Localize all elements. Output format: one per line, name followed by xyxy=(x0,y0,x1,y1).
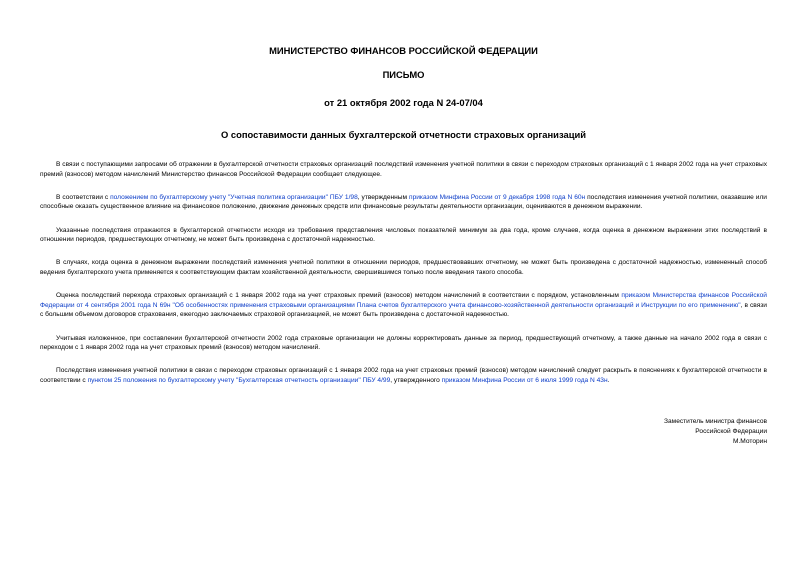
paragraph-7-text-2: , утвержденного xyxy=(390,376,442,384)
document-subject: О сопоставимости данных бухгалтерской отчетности страховых организаций xyxy=(221,129,586,140)
paragraph-7-text-3: . xyxy=(607,376,610,384)
paragraph-5 xyxy=(40,291,767,320)
paragraph-4 xyxy=(40,258,767,277)
ministry-title: МИНИСТЕРСТВО ФИНАНСОВ РОССИЙСКОЙ ФЕДЕРАЦИИ xyxy=(269,45,538,56)
paragraph-2-text-3: последствия изменения учетной политики, оказавшие или способные оказать существенное влияние на финансовое положение, движение денежных средств или финансовые результаты деятельности организации, оцениваются в денежном выражении. xyxy=(40,193,767,211)
paragraph-3-text: Указанные последствия отражаются в бухгалтерской отчетности исходя из требования представления числовых показателей минимум за два года, кроме случаев, когда оценка в денежном выражении этих последствий в отношении периодов, предшествующих отчетному, не может быть произведена с достаточной надежностью. xyxy=(40,226,767,244)
paragraph-5-text-2: , в связи с большим объемом договоров страхования, ежегодно заключаемых страховой организацией, не может быть произведена с достаточной надежностью. xyxy=(40,301,767,319)
document-body xyxy=(40,160,767,399)
pbu-1-98-link[interactable]: положением по бухгалтерскому учету "Учетная политика организации" ПБУ 1/98 xyxy=(110,193,358,201)
signatory-position: Заместитель министра финансов xyxy=(664,418,767,425)
paragraph-2 xyxy=(40,193,767,212)
paragraph-4-text: В случаях, когда оценка в денежном выражении последствий изменения учетной политики в отношении периодов, предшествовавших отчетному, не может быть произведена с достаточной надежностью, измененный способ ведения бухгалтерского учета применяется к соответствующим фактам хозяйственной деятельности, свершившимся только после введения такого способа. xyxy=(40,259,767,276)
signature-block xyxy=(664,417,767,446)
paragraph-3 xyxy=(40,226,767,245)
paragraph-5-text-1: Оценка последствий перехода страховых организаций с 1 января 2002 года на учет страховых премий (взносов) методом начислений в соответствии с порядком, установленным xyxy=(56,292,622,300)
order-60n-link[interactable]: приказом Минфина России от 9 декабря 1998 года N 60н xyxy=(409,193,586,201)
paragraph-7-text-1: Последствия изменения учетной политики в связи с переходом страховых организаций с 1 января 2002 года на учет страховых премий (взносов) методом начислений следует раскрыть в пояснениях к бухгалтерской отчетности в соответствии с xyxy=(40,367,767,384)
paragraph-7 xyxy=(40,366,767,385)
paragraph-2-text-2: , утвержденным xyxy=(357,193,410,201)
paragraph-2-text-1: В соответствии с xyxy=(56,193,111,201)
document-date-number: от 21 октября 2002 года N 24-07/04 xyxy=(324,97,483,108)
paragraph-6 xyxy=(40,334,767,353)
document-type: ПИСЬМО xyxy=(382,69,425,80)
order-43n-link[interactable]: приказом Минфина России от 6 июля 1999 года N 43н xyxy=(441,376,608,384)
paragraph-6-text: Учитывая изложенное, при составлении бухгалтерской отчетности 2002 года страховые организации не должны корректировать данные за период, предшествующий отчетному, а также данные на начало 2002 года в связи с переходом с 1 января 2002 года на учет страховых премий (взносов) методом начислений. xyxy=(40,334,767,352)
paragraph-1 xyxy=(40,160,767,179)
signatory-name: М.Моторин xyxy=(732,437,767,445)
pbu-4-99-clause-25-link[interactable]: пунктом 25 положения по бухгалтерскому учету "Бухгалтерская отчетность организации" ПБУ 4/99 xyxy=(87,376,391,384)
order-69n-link[interactable]: приказом Министерства финансов Российской Федерации от 4 сентября 2001 года N 69н "Об особенностях применения страховыми организациями Плана счетов бухгалтерского учета финансово-хозяйственной деятельности организаций и Инструкции по его применению" xyxy=(40,292,767,309)
paragraph-1-text: В связи с поступающими запросами об отражении в бухгалтерской отчетности страховых организаций последствий изменения учетной политики в связи с переходом страховых организаций с 1 января 2002 года на учет страховых премий (взносов) методом начислений Министерство финансов Российской Федерации сообщает следующее. xyxy=(40,161,767,178)
signatory-country: Российской Федерации xyxy=(695,427,767,435)
